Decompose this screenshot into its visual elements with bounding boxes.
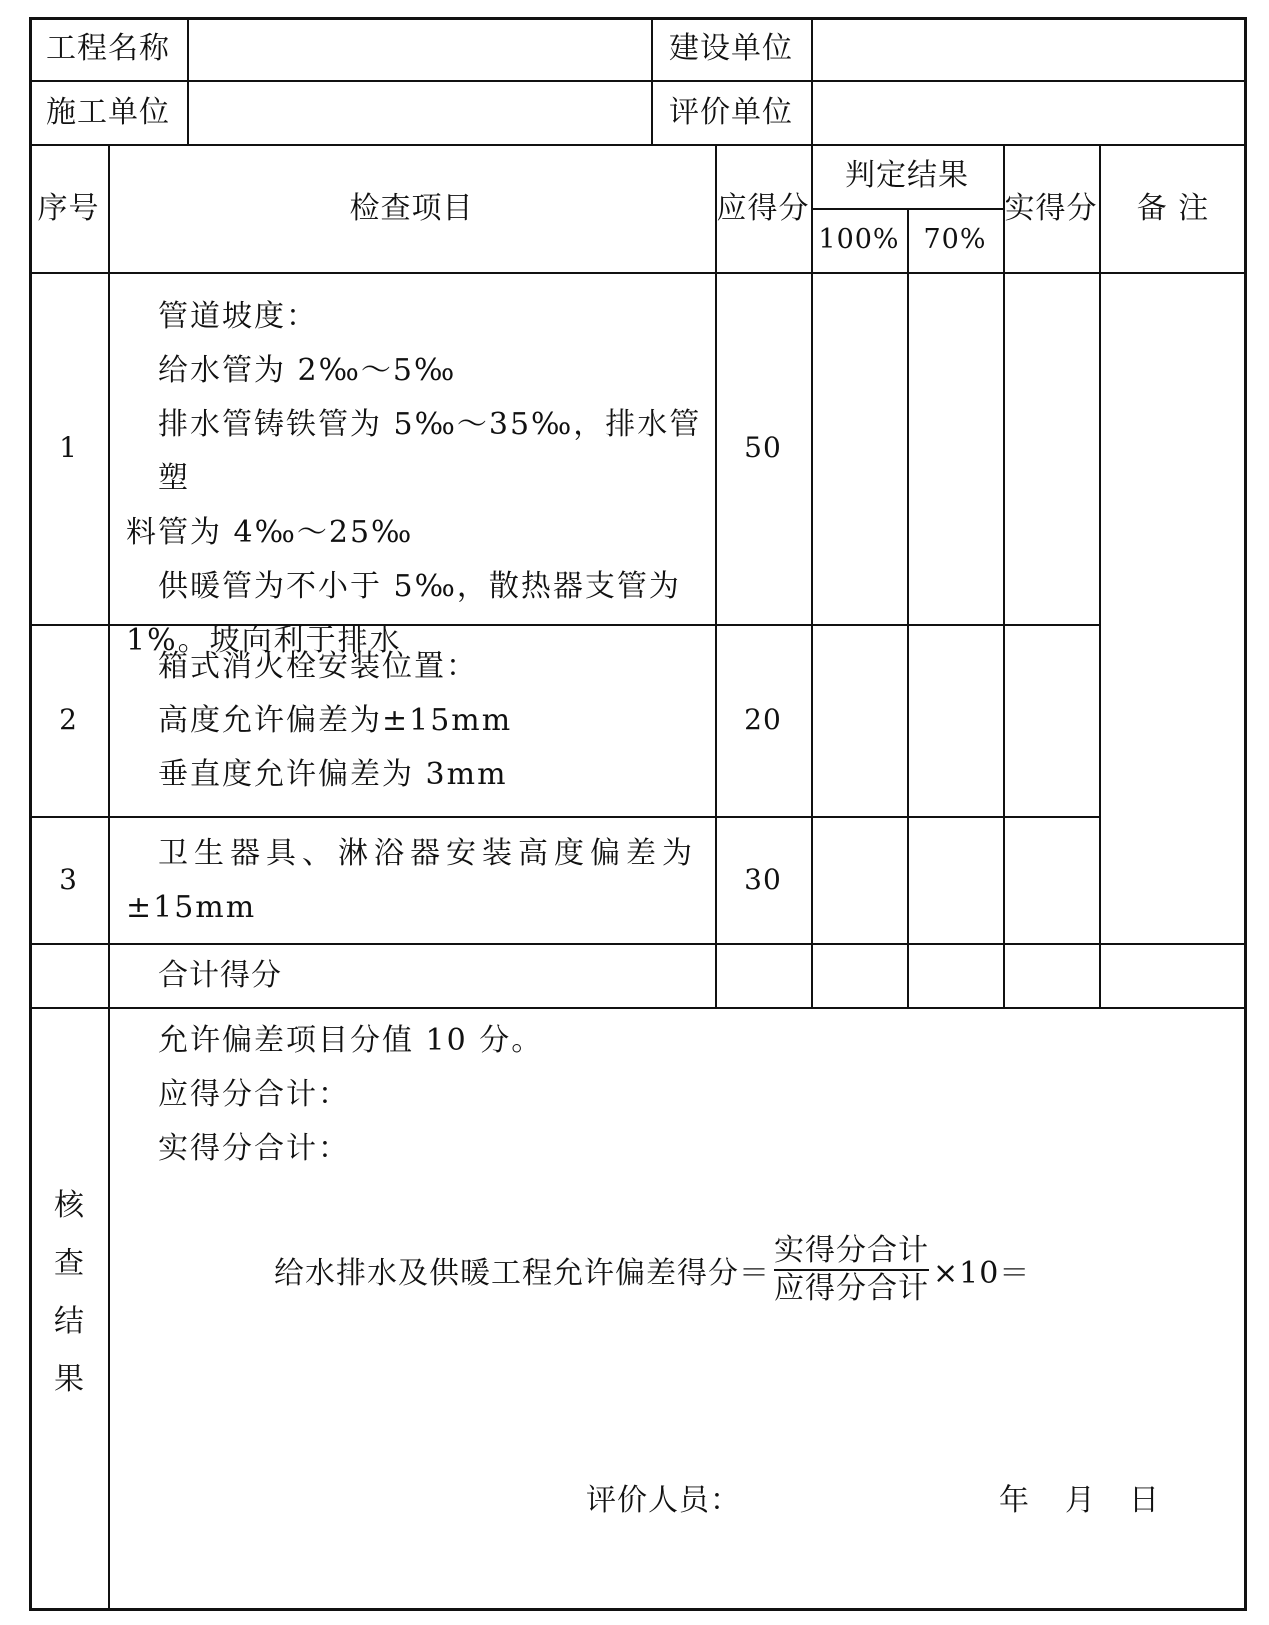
col-header-100pct: 100% [818, 224, 900, 255]
side-char: 核 [54, 1188, 84, 1223]
date-day: 日 [1129, 1483, 1160, 1518]
row-divider [29, 1007, 1247, 1009]
total-score-label: 合计得分 [158, 958, 282, 993]
item-line: 管道坡度： [158, 299, 318, 334]
col-divider [1003, 144, 1005, 1008]
due-total-label: 应得分合计： [158, 1077, 350, 1112]
item-line: 卫生器具、淋浴器安装高度偏差为 [158, 836, 698, 871]
side-char: 果 [54, 1362, 84, 1397]
item-line: 1%。坡向利于排水 [126, 623, 402, 658]
col-header-due-score: 应得分 [716, 191, 810, 226]
col-divider [811, 144, 813, 1008]
col-divider [108, 144, 110, 1611]
col-header-actual-score: 实得分 [1004, 191, 1098, 226]
row-due-score: 50 [744, 431, 782, 464]
col-header-seq: 序号 [37, 191, 100, 226]
row-divider [29, 816, 1101, 818]
col-header-70pct: 70% [923, 224, 987, 255]
item-line: ±15mm [126, 890, 257, 925]
result-side-label [49, 1177, 89, 1409]
contractor-label: 施工单位 [46, 95, 170, 130]
result-notes [158, 1014, 858, 1176]
builder-label: 建设单位 [669, 31, 793, 66]
evaluator-person-label: 评价人员： [586, 1483, 741, 1518]
row-divider [29, 272, 1247, 274]
row-seq: 1 [59, 431, 78, 464]
check-item-1 [126, 290, 706, 668]
formula-prefix: 给水排水及供暖工程允许偏差得分＝ [274, 1256, 770, 1291]
row-divider [29, 943, 1247, 945]
form-border [29, 17, 1247, 1611]
date-month: 月 [1065, 1483, 1096, 1518]
row-divider [29, 80, 1247, 82]
col-header-judgement: 判定结果 [845, 158, 969, 193]
formula-fraction [774, 1233, 929, 1307]
row-divider [29, 144, 1247, 146]
col-divider [187, 17, 189, 145]
project-name-label: 工程名称 [46, 31, 170, 66]
item-line: 高度允许偏差为±15mm [158, 703, 513, 738]
row-due-score: 30 [744, 863, 782, 896]
evaluation-form [29, 17, 1247, 1611]
actual-total-label: 实得分合计： [158, 1131, 350, 1166]
col-divider [907, 208, 909, 1008]
formula-denominator: 应得分合计 [774, 1271, 929, 1306]
date-year: 年 [999, 1483, 1030, 1518]
score-formula [274, 1233, 1030, 1307]
item-line: 料管为 4‰～25‰ [126, 515, 414, 550]
formula-suffix: ×10＝ [933, 1256, 1031, 1291]
check-item-2 [126, 640, 706, 802]
formula-numerator: 实得分合计 [774, 1233, 929, 1268]
row-seq: 2 [59, 703, 78, 736]
item-line: 供暖管为不小于 5‰，散热器支管为 [158, 569, 681, 604]
side-char: 查 [54, 1246, 84, 1281]
evaluator-unit-label: 评价单位 [669, 95, 793, 130]
item-line: 箱式消火栓安装位置： [158, 649, 478, 684]
item-line: 排水管铸铁管为 5‰～35‰，排水管塑 [158, 407, 702, 496]
check-item-3 [126, 827, 706, 935]
side-char: 结 [54, 1304, 84, 1339]
score-value-note: 允许偏差项目分值 10 分。 [158, 1023, 544, 1058]
col-divider [1099, 144, 1101, 1008]
row-seq: 3 [59, 863, 78, 896]
row-due-score: 20 [744, 703, 782, 736]
item-line: 垂直度允许偏差为 3mm [158, 757, 508, 792]
col-divider [811, 17, 813, 145]
col-header-remarks: 备 注 [1136, 191, 1210, 226]
item-line: 给水管为 2‰～5‰ [158, 353, 457, 388]
col-header-item: 检查项目 [349, 191, 474, 226]
